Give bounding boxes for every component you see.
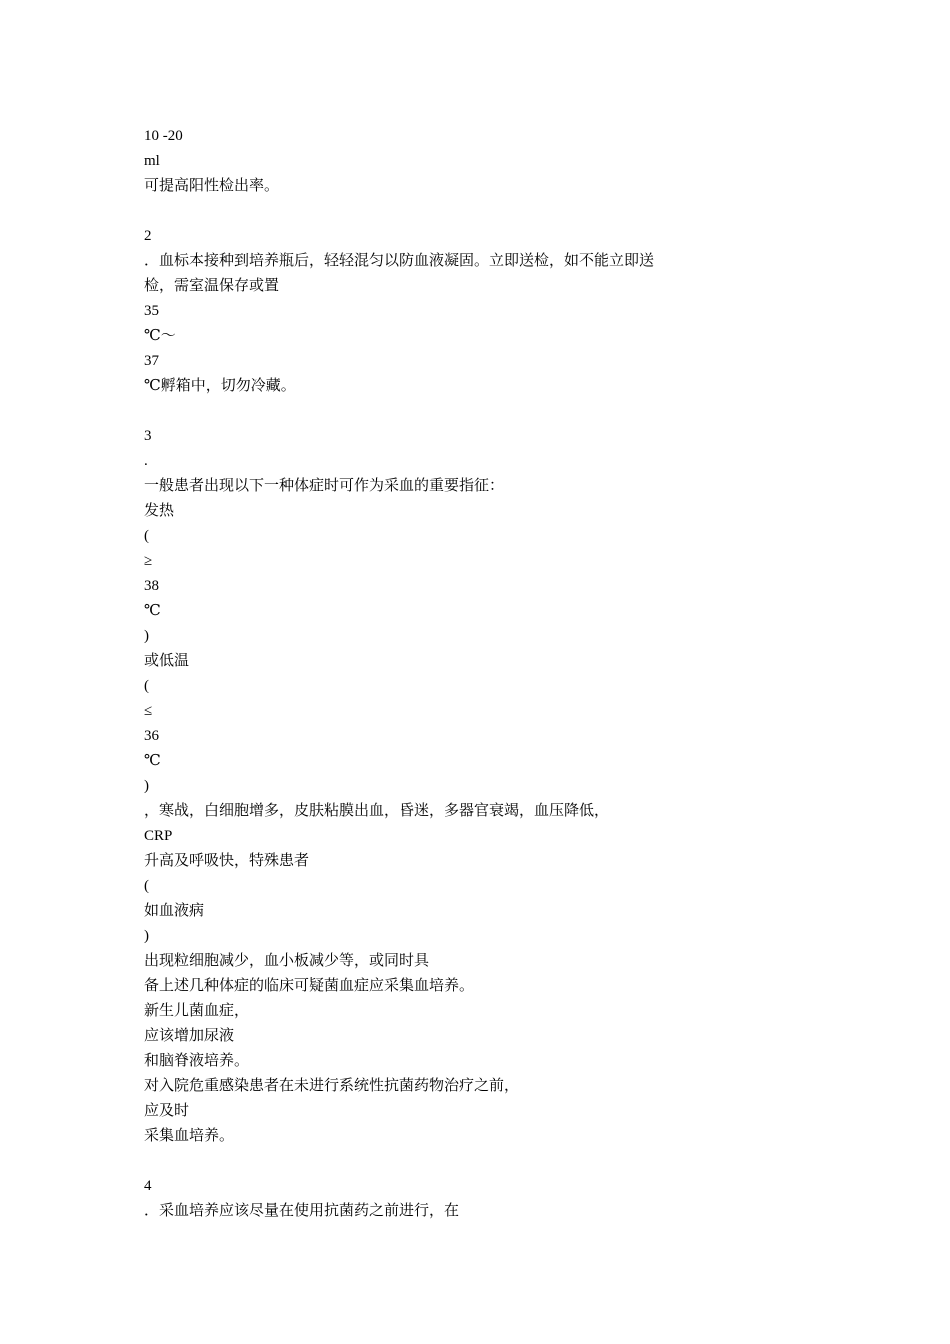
blank-line <box>144 199 824 224</box>
text-line: 出现粒细胞减少，血小板减少等，或同时具 <box>144 953 430 969</box>
text-line: . <box>144 453 148 469</box>
text-line: 如血液病 <box>144 903 205 919</box>
text-line: ，寒战，白细胞增多，皮肤粘膜出血，昏迷，多器官衰竭，血压降低， <box>144 803 610 819</box>
text-line: 和脑脊液培养。 <box>144 1053 250 1069</box>
text-line: 对入院危重感染患者在未进行系统性抗菌药物治疗之前， <box>144 1078 520 1094</box>
text-line: ≥ <box>144 553 153 569</box>
text-line: ( <box>144 678 149 694</box>
text-line: 发热 <box>144 503 175 519</box>
text-line: ) <box>144 628 149 644</box>
text-line: ) <box>144 778 149 794</box>
text-line: 一般患者出现以下一种体症时可作为采血的重要指征： <box>144 478 505 494</box>
text-line: 可提高阳性检出率。 <box>144 178 280 194</box>
text-line: 或低温 <box>144 653 190 669</box>
text-line: 应该增加尿液 <box>144 1028 235 1044</box>
text-line: 10 -20 <box>144 128 183 144</box>
text-line: ℃孵箱中，切勿冷藏。 <box>144 378 296 394</box>
document-body <box>144 124 824 1224</box>
text-line: ．采血培养应该尽量在使用抗菌药之前进行，在 <box>144 1203 460 1219</box>
text-line: 38 <box>144 578 159 594</box>
section-number: 4 <box>144 1178 152 1194</box>
text-line: CRP <box>144 828 173 844</box>
text-line: 升高及呼吸快，特殊患者 <box>144 853 310 869</box>
text-line: ( <box>144 528 149 544</box>
blank-line <box>144 1149 824 1174</box>
text-line: ( <box>144 878 149 894</box>
text-line: 检，需室温保存或置 <box>144 278 280 294</box>
text-line: ≤ <box>144 703 153 719</box>
text-line: 35 <box>144 303 159 319</box>
text-line: ．血标本接种到培养瓶后，轻轻混匀以防血液凝固。立即送检，如不能立即送 <box>144 253 655 269</box>
text-line: 36 <box>144 728 159 744</box>
text-line: ℃ <box>144 753 161 769</box>
text-line: ml <box>144 153 160 169</box>
section-number: 3 <box>144 428 152 444</box>
text-line: 备上述几种体症的临床可疑菌血症应采集血培养。 <box>144 978 475 994</box>
text-line: 新生儿菌血症， <box>144 1003 250 1019</box>
text-line: 应及时 <box>144 1103 190 1119</box>
blank-line <box>144 399 824 424</box>
text-line: ) <box>144 928 149 944</box>
section-number: 2 <box>144 228 152 244</box>
text-line: ℃ <box>144 603 161 619</box>
text-line: ℃～ <box>144 328 176 344</box>
text-line: 采集血培养。 <box>144 1128 235 1144</box>
text-line: 37 <box>144 353 159 369</box>
